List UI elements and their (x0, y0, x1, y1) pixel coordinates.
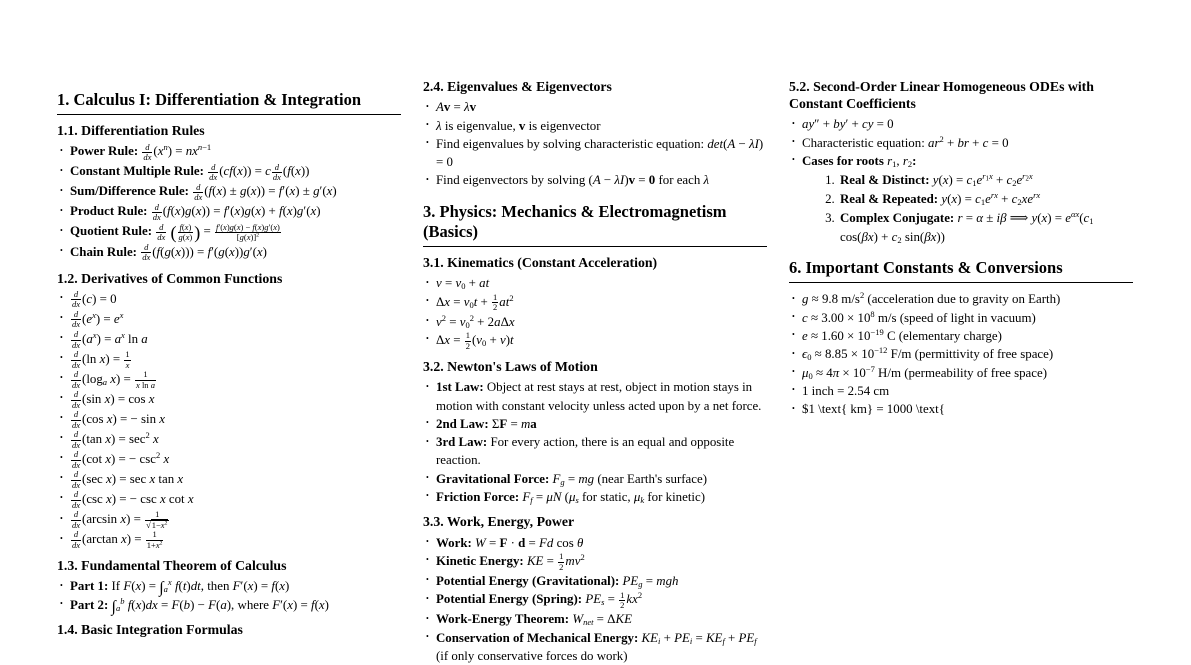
formula-item: • 1 inch = 2.54 cm (789, 382, 1133, 400)
formula-item: • $\mu_0 \approx 4\pi \times 10^{-7}$ H/m (permeability of free space) (789, 364, 1133, 382)
section-heading: 6. Important Constants & Conversions (789, 258, 1133, 283)
fraction: $\frac{1}{\text{x ln a}}$ (136, 369, 155, 390)
subsection-heading: 1.4. Basic Integration Formulas (57, 622, 243, 638)
derivative-fraction: $\frac{d}{dx}$ (143, 141, 152, 163)
subsection-heading: 2.4. Eigenvalues & Eigenvectors (423, 79, 612, 94)
formula-item: • Work-Energy Theorem: $W_{net} = \Delta KE$ (423, 610, 767, 628)
formula-item: • $c \approx 3.00 \times 10^8$ m/s (speed of light in vacuum) (789, 309, 1133, 327)
subsection-heading: 5.2. Second-Order Linear Homogeneous ODEs with Constant Coefficients (789, 79, 1094, 112)
formula-item: • Find eigenvalues by solving characteristic equation: det(A − λI) = 0 (423, 135, 767, 172)
formula-item: • 2nd Law: ΣF = ma (423, 415, 767, 433)
formula-list (423, 274, 767, 351)
fraction: $\frac{1}{2}$ (493, 291, 498, 313)
formula-item: • λ is eigenvalue, v is eigenvector (423, 117, 767, 135)
formula-item: • g ≈ 9.8 $m/s^2$ (acceleration due to gravity on Earth) (789, 290, 1133, 308)
formula-item: • 1st Law: Object at rest stays at rest, object in motion stays in motion with constant velocity unless acted upon by a net force. (423, 378, 767, 415)
formula-item: • $\frac{d}{dx}$ (arctan x) = $\frac{1}{1+x^2}$ (57, 530, 401, 550)
formula-item: • $\epsilon_0 \approx 8.85 \times 10^{-12}$ F/m (permittivity of free space) (789, 345, 1133, 363)
formula-item: • Chain Rule: $\frac{d}{dx}$ (f(g(x))) = f′(g(x))g′(x) (57, 243, 401, 263)
section-heading: 1. Calculus I: Differentiation & Integration (57, 90, 401, 115)
derivative-fraction: $\frac{d}{dx}$ (142, 241, 151, 263)
derivative-fraction: • $\frac{d}{dx}$ (72, 489, 81, 510)
derivative-fraction: • $\frac{d}{dx}$ (72, 389, 81, 410)
formula-item: • $\frac{d}{dx}$ (csc x) = − csc x cot x (57, 490, 401, 510)
formula-item: • ay″ + by′ + cy = 0 (789, 115, 1133, 133)
formula-item: • $v^2 = v_0^2 + 2a\Delta x$ (423, 313, 767, 331)
formula-item: • $\frac{d}{dx}$ (c) = 0 (57, 290, 401, 310)
case-list (802, 171, 1133, 246)
formula-item: • $\frac{d}{dx}$ (tan $x) = \sec^2 x$ (57, 430, 401, 450)
derivative-fraction: • $\frac{d}{dx}$ (72, 449, 81, 470)
formula-item: • $1 \text{ km} = 1000 \text{ (789, 400, 1133, 418)
formula-list (423, 98, 767, 190)
case-item: 3. Complex Conjugate: r = α ± iβ ⟹ $y(x) = e^{\alpha x}(c_1$ $\cos(\beta x) + c_2$ sin(βx)) (838, 209, 1133, 246)
derivative-fraction: • $\frac{d}{dx}$ (72, 349, 81, 370)
formula-item: • Friction Force: $F_f = \mu N$ ($\mu_s$ for static, $\mu_k$ for kinetic) (423, 488, 767, 506)
formula-item: • Potential Energy (Spring): $PE_s$ = $\frac{1}{2}$ $kx^2$ (423, 590, 767, 610)
formula-item: • $\frac{d}{dx}$ $(a^x) = a^x$ ln a (57, 330, 401, 350)
fraction: $\frac{f'(x)g(x) - f(x)g'(x)}{[g(x)]^2}$ (215, 221, 280, 243)
subsection-heading: 1.3. Fundamental Theorem of Calculus (57, 558, 287, 574)
formula-item: • Product Rule: $\frac{d}{dx}$ (f(x)g(x)) = f′(x)g(x) + f(x)g′(x) (57, 202, 401, 222)
formula-item: • Sum/Difference Rule: $\frac{d}{dx}$ (f(x) ± g(x)) = f′(x) ± g′(x) (57, 182, 401, 202)
subsection-heading: 3.3. Work, Energy, Power (423, 514, 575, 530)
derivative-fraction: • $\frac{d}{dx}$ (72, 369, 81, 390)
column-1 (57, 78, 401, 638)
column-3 (789, 78, 1133, 626)
case-item: 1. Real & Distinct: $y(x) = c_1e^{r_1x} + c_2e^{r_2x}$ (838, 171, 1133, 190)
section-heading: 3. Physics: Mechanics & Electromagnetism (Basics) (423, 202, 767, 247)
formula-item: • $\frac{d}{dx}$ (cot x) = − $\csc^2 x$ (57, 450, 401, 470)
fraction: $\frac{1}{x}$ (125, 349, 130, 370)
fraction: $\frac{1}{2}$ (620, 589, 625, 610)
formula-item: • Find eigenvectors by solving (A − λI)v = 0 for each λ (423, 171, 767, 189)
fraction: $\frac{f(x)}{g(x)}$ (178, 221, 193, 243)
fraction: $\frac{1}{1+x^2}$ (146, 529, 163, 550)
formula-list (57, 577, 401, 614)
derivative-fraction: • $\frac{d}{dx}$ (72, 509, 81, 530)
formula-list (423, 378, 767, 506)
formula-item: • Constant Multiple Rule: $\frac{d}{dx}$ (cf(x)) = c $\frac{d}{dx}$ (f(x)) (57, 162, 401, 182)
formula-item: • Kinetic Energy: KE = $\frac{1}{2}$ $mv^2$ (423, 552, 767, 572)
formula-item: • $\frac{d}{dx}$ ($\log_a$ x) = $\frac{1}{\text{x ln a}}$ (57, 370, 401, 390)
derivative-fraction: • $\frac{d}{dx}$ (72, 409, 81, 430)
formula-item: • $\frac{d}{dx}$ (ln x) = $\frac{1}{x}$ (57, 350, 401, 370)
derivative-fraction: • $\frac{d}{dx}$ (72, 329, 81, 350)
fraction: $\frac{1}{√1-x^2}$ (146, 509, 168, 530)
derivative-fraction: • $\frac{d}{dx}$ (72, 469, 81, 490)
formula-item: • Δx = $\frac{1}{2}$ $(v_0 + v)t$ (423, 331, 767, 351)
formula-item: • Power Rule: $\frac{d}{dx}$ $(x^n) = nx^{n-1}$ (57, 142, 401, 162)
formula-item: • $\frac{d}{dx}$ (arcsin x) = $\frac{1}{√1-x^2}$ (57, 510, 401, 530)
derivative-fraction: $\frac{d}{dx}$ (209, 161, 218, 183)
derivative-fraction: • $\frac{d}{dx}$ (72, 429, 81, 450)
formula-item: • $\frac{d}{dx}$ $(e^x) = e^x$ (57, 310, 401, 330)
formula-item: • Gravitational Force: $F_g$ = mg (near Earth's surface) (423, 470, 767, 488)
formula-item: • $\frac{d}{dx}$ (sec x) = sec x tan x (57, 470, 401, 490)
derivative-fraction: $\frac{d}{dx}$ (194, 181, 203, 203)
subsection-heading: 1.1. Differentiation Rules (57, 123, 205, 139)
formula-item: • $\Delta x = v_0t$ + $\frac{1}{2}$ $at^2$ (423, 293, 767, 313)
formula-item: • $e \approx 1.60 \times 10^{-19}$ C (elementary charge) (789, 327, 1133, 345)
derivative-fraction: • $\frac{d}{dx}$ (72, 289, 81, 310)
formula-item: • 3rd Law: For every action, there is an equal and opposite reaction. (423, 433, 767, 470)
formula-item: • Av = λv (423, 98, 767, 116)
formula-list (789, 290, 1133, 418)
derivative-fraction: • $\frac{d}{dx}$ (72, 309, 81, 330)
formula-item: • Cases for roots $r_1$, $r_2$: 1. Real & Distinct: $y(x) = c_1e^{r_1x} + c_2e^{r_2x}$ 2. Real & Repeated: $y(x) = c_1e^{rx} + c_2xe^{rx}$ 3. Complex Conjugate: r = α ± iβ ⟹ $y(x) = e^{\alpha x}(c_1$ $\cos(\beta x) + c_2$ sin(βx)) (789, 152, 1133, 246)
formula-list (57, 142, 401, 262)
formula-list (57, 290, 401, 550)
formula-item: • Part 1: If $F(x) = \int_a^x$ f(t)dt, then F′(x) = f(x) (57, 577, 401, 595)
column-2 (423, 78, 767, 663)
subsection-heading: 3.1. Kinematics (Constant Acceleration) (423, 255, 658, 271)
derivative-fraction: • $\frac{d}{dx}$ (72, 529, 81, 550)
formula-item: • Quotient Rule: $\frac{d}{dx}$ ( $\frac{f(x)}{g(x)}$ ) = $\frac{f'(x)g(x) - f(x)g'(x)}{[g(x)]^2}$ (57, 222, 401, 242)
formula-item: • Characteristic equation: $ar^2$ + br + c = 0 (789, 134, 1133, 152)
subsection-heading: 3.2. Newton's Laws of Motion (423, 358, 598, 374)
subsection-heading: 1.2. Derivatives of Common Functions (57, 270, 283, 286)
formula-item: • Conservation of Mechanical Energy: $KE_i + PE_i = KE_f + PE_f$ (if only conservative forces do work) (423, 629, 767, 665)
formula-item: • $\frac{d}{dx}$ (cos x) = − sin x (57, 410, 401, 430)
fraction: $\frac{1}{2}$ (559, 551, 564, 572)
derivative-fraction: $\frac{d}{dx}$ (152, 201, 161, 223)
formula-list (423, 534, 767, 665)
formula-item: • $\frac{d}{dx}$ (sin x) = cos x (57, 390, 401, 410)
derivative-fraction: $\frac{d}{dx}$ (272, 161, 281, 183)
formula-item: • Work: W = F · d = Fd cos θ (423, 534, 767, 552)
case-item: 2. Real & Repeated: $y(x) = c_1e^{rx} + c_2xe^{rx}$ (838, 190, 1133, 209)
formula-list (789, 115, 1133, 246)
formula-item: • Part 2: $\int_a^b$ f(x)dx = F(b) − F(a), where F′(x) = f(x) (57, 596, 401, 614)
formula-item: • Potential Energy (Gravitational): $PE_g$ = mgh (423, 572, 767, 590)
formula-item: • $v = v_0$ + at (423, 274, 767, 292)
fraction: $\frac{1}{2}$ (465, 330, 470, 351)
derivative-fraction: $\frac{d}{dx}$ (157, 221, 166, 243)
